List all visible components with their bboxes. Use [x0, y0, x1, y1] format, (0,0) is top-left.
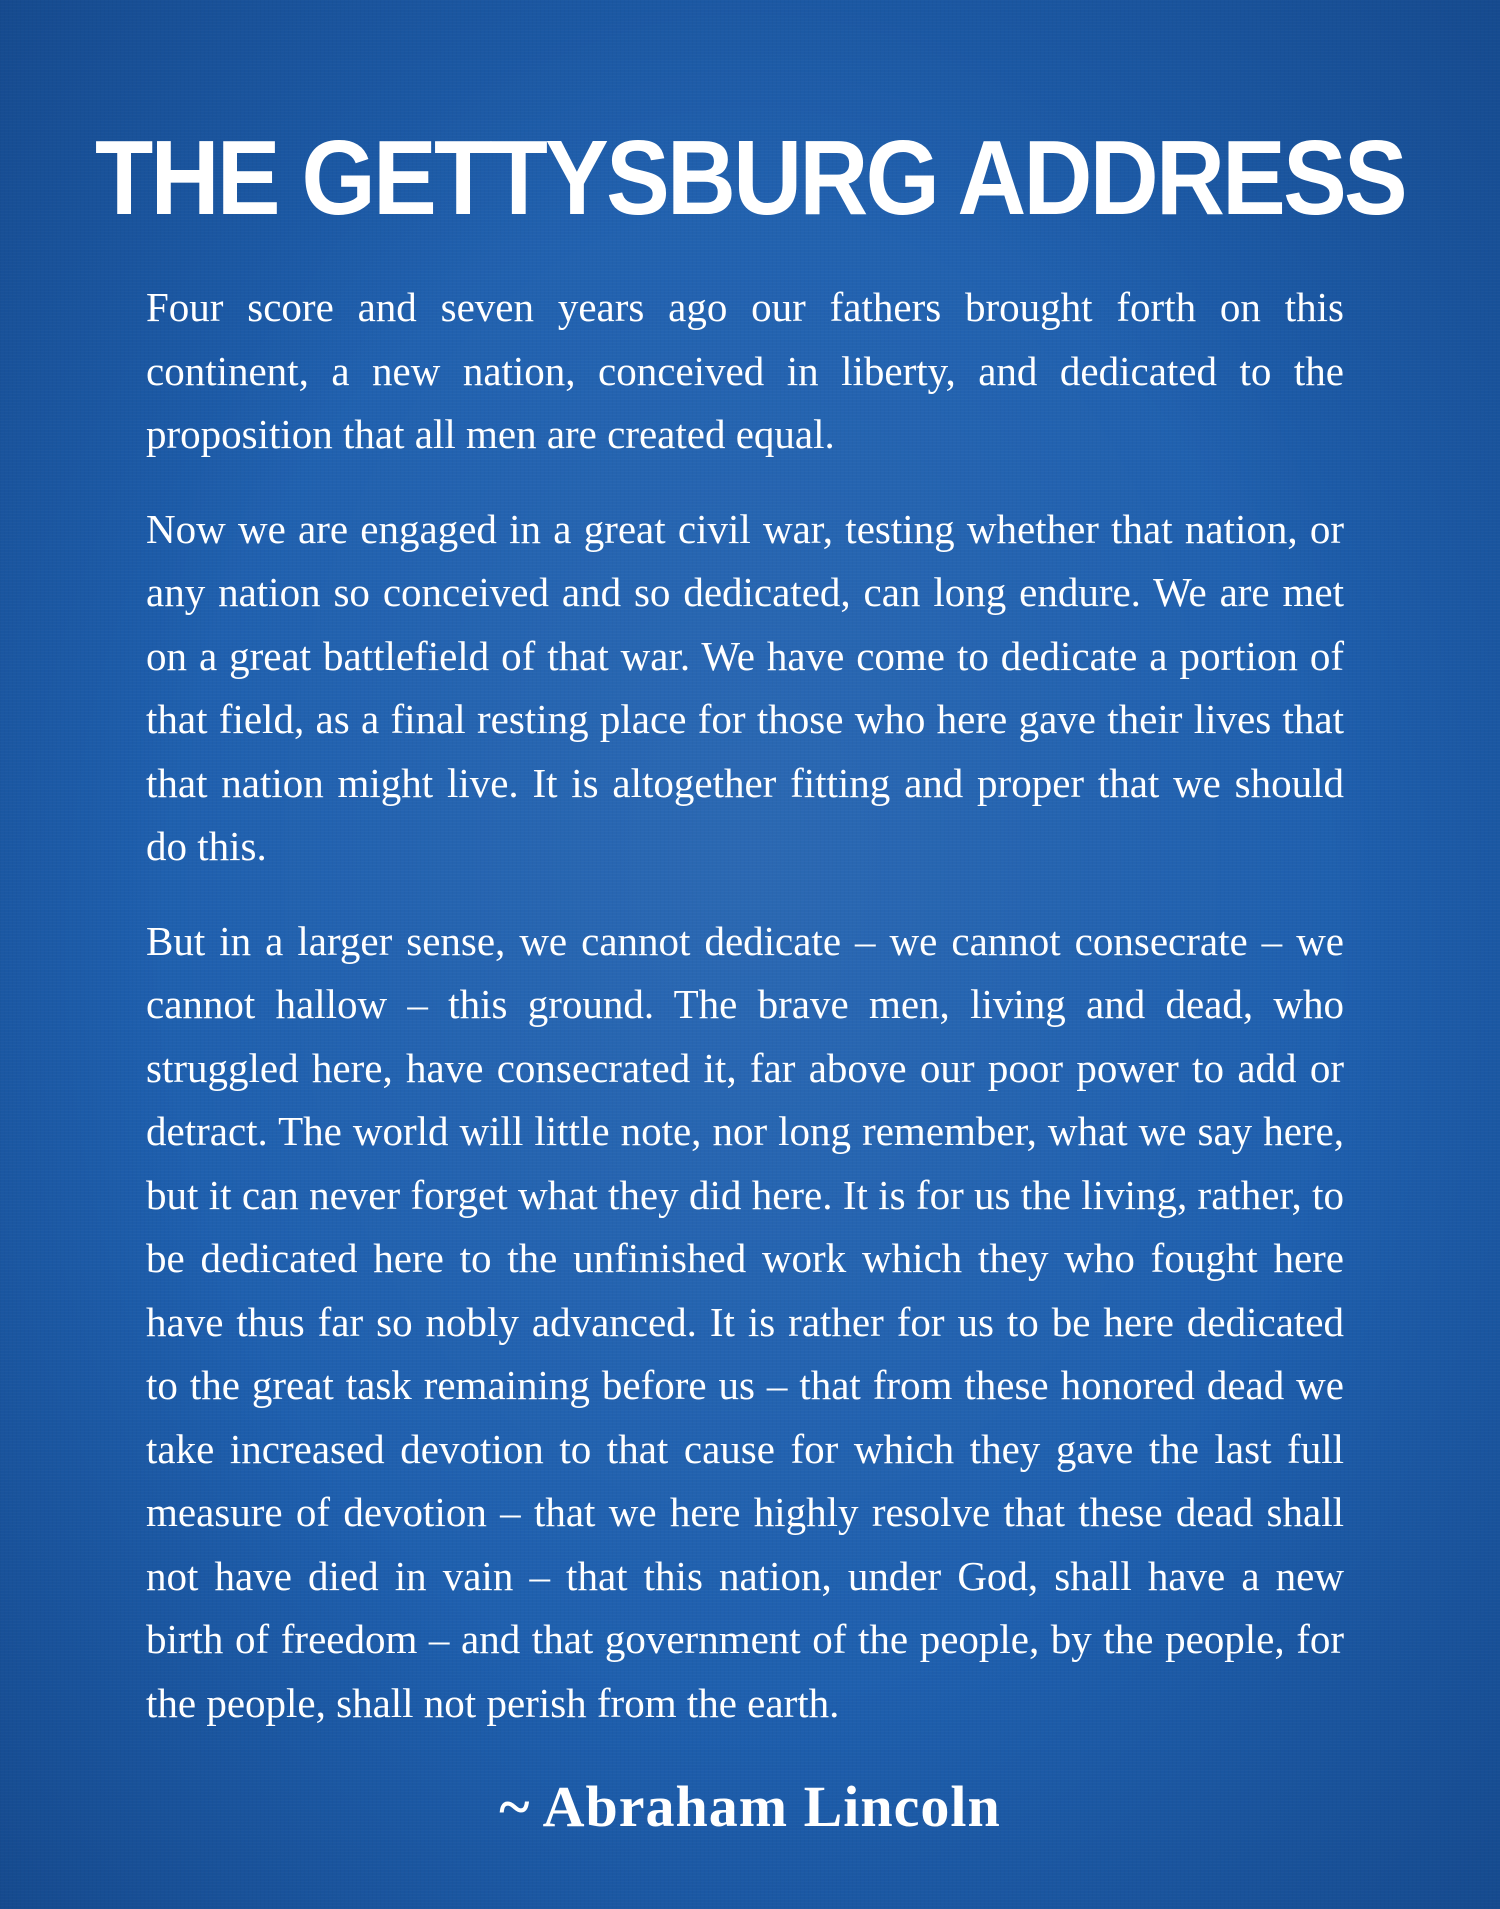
- poster-title: THE GETTYSBURG ADDRESS: [95, 119, 1405, 237]
- address-paragraph-1: Four score and seven years ago our fathers brought forth on this continent, a new nation, conceived in liberty, and dedicated to the proposition that all men are created equal.: [146, 284, 1344, 457]
- address-paragraph-3: But in a larger sense, we cannot dedicate – we cannot consecrate – we cannot hallow – this ground. The brave men, living and dead, who struggled here, have consecrated it, far above our poor power to add or detract. The world will little note, nor long remember, what we say here, but it can never forget what they did here. It is for us the living, rather, to be dedicated here to the unfinished work which they who fought here have thus far so nobly advanced. It is rather for us to be here dedicated to the great task remaining before us – that from these honored dead we take increased devotion to that cause for which they gave the last full measure of devotion – that we here highly resolve that these dead shall not have died in vain – that this nation, under God, shall have a new birth of freedom – and that government of the people, by the people, for the people, shall not perish from the earth.: [146, 917, 1344, 1726]
- address-paragraph-2: Now we are engaged in a great civil war, testing whether that nation, or any nation so conceived and so dedicated, can long endure. We are met on a great battlefield of that war. We have come to dedicate a portion of that field, as a final resting place for those who here gave their lives that that nation might live. It is altogether fitting and proper that we should do this.: [146, 505, 1344, 869]
- attribution-signature: ~ Abraham Lincoln: [499, 1774, 1001, 1839]
- address-body: [146, 276, 1344, 1735]
